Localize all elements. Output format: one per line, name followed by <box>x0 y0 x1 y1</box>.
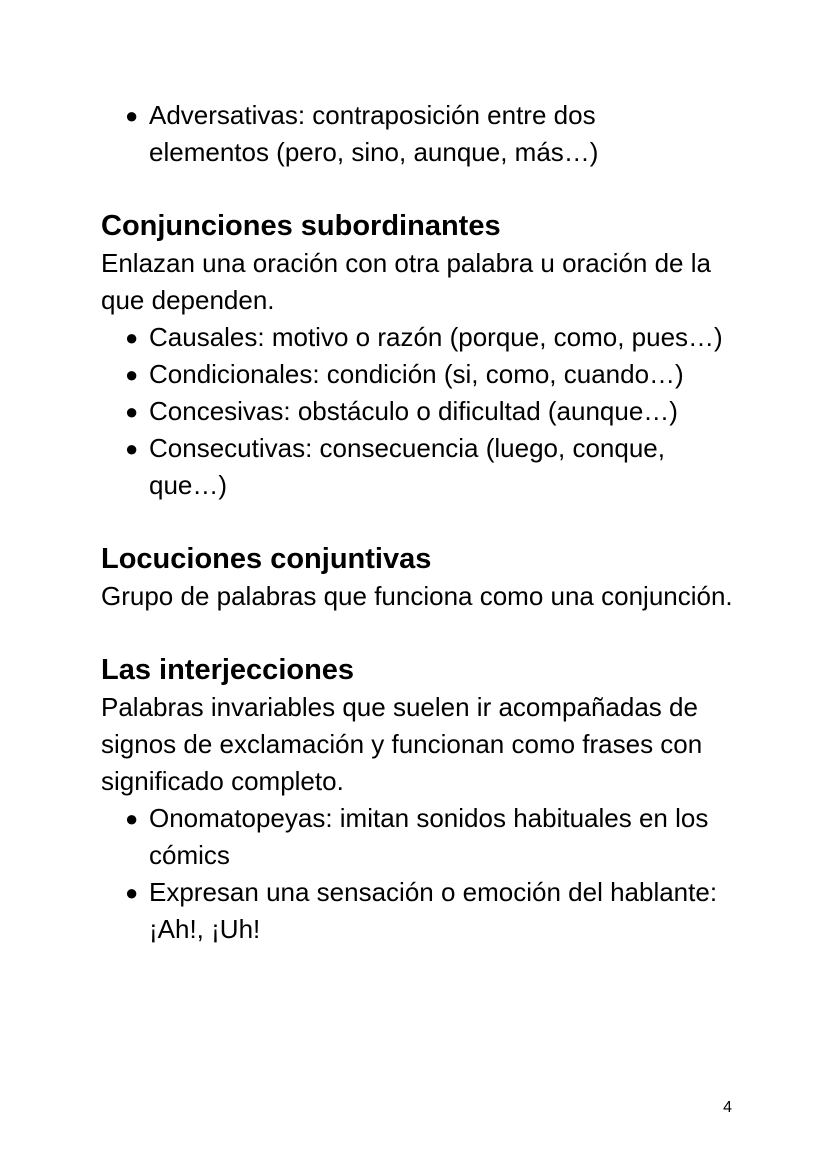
list-item-text: Onomatopeyas: imitan sonidos habituales en los cómics <box>149 803 709 870</box>
list-item-text: Adversativas: contraposición entre dos elementos (pero, sino, aunque, más…) <box>149 100 599 167</box>
section-heading: Locuciones conjuntivas <box>101 543 432 575</box>
section-subordinantes <box>101 208 741 504</box>
list-item-text: Condicionales: condición (si, como, cuando…) <box>149 359 684 389</box>
list-item-text: Concesivas: obstáculo o dificultad (aunque…) <box>149 396 678 426</box>
bullet-icon: ● <box>125 880 139 905</box>
list-item <box>125 319 741 356</box>
list-item <box>125 874 741 948</box>
bullet-icon: ● <box>125 806 139 831</box>
list-item-text: Expresan una sensación o emoción del hablante: ¡Ah!, ¡Uh! <box>149 877 718 944</box>
section-locuciones <box>101 541 741 615</box>
list-item <box>125 800 741 874</box>
subordinantes-list <box>101 319 741 504</box>
list-item <box>125 356 741 393</box>
section-intro: Palabras invariables que suelen ir acompañadas de signos de exclamación y funcionan como frases con significado completo. <box>101 692 703 796</box>
list-item <box>125 97 709 171</box>
list-item-text: Consecutivas: consecuencia (luego, conque, que…) <box>149 433 665 500</box>
section-intro: Grupo de palabras que funciona como una conjunción. <box>101 581 733 611</box>
bullet-icon: ● <box>125 325 139 350</box>
page-number: 4 <box>723 1099 732 1116</box>
page-content <box>101 97 741 948</box>
bullet-icon: ● <box>125 436 139 461</box>
section-heading: Conjunciones subordinantes <box>101 210 501 242</box>
bullet-icon: ● <box>125 399 139 424</box>
list-item <box>125 393 741 430</box>
section-interjecciones <box>101 652 741 948</box>
section-heading: Las interjecciones <box>101 654 355 686</box>
bullet-icon: ● <box>125 362 139 387</box>
list-item-text: Causales: motivo o razón (porque, como, pues…) <box>149 322 723 352</box>
interjecciones-list <box>101 800 741 948</box>
bullet-icon: ● <box>125 103 139 128</box>
coordinantes-list <box>101 97 741 171</box>
section-intro: Enlazan una oración con otra palabra u oración de la que dependen. <box>101 248 711 315</box>
list-item <box>125 430 741 504</box>
